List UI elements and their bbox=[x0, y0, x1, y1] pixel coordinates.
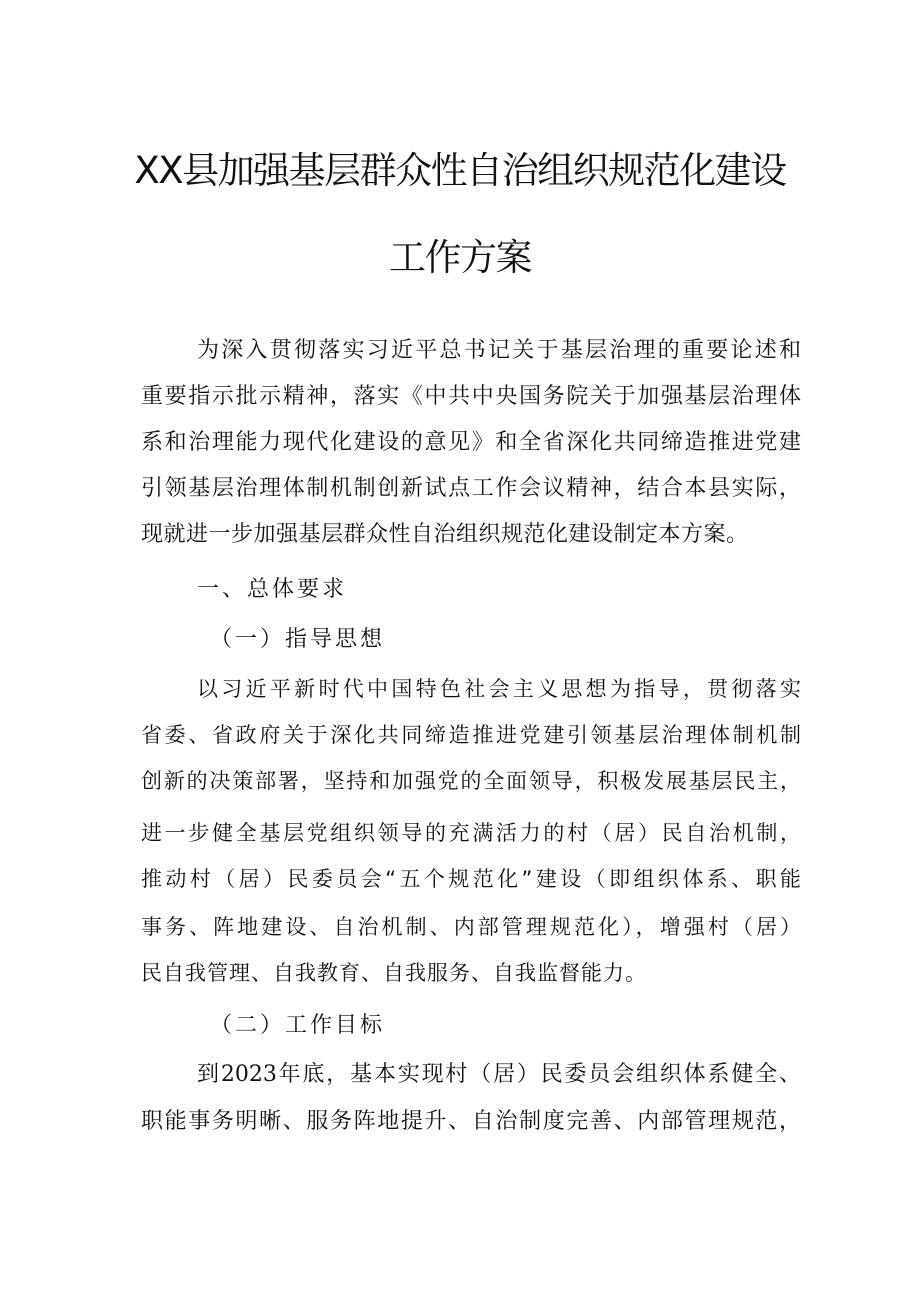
intro-paragraph-line: 引领基层治理体制机制创新试点工作会议精神，结合本县实际， bbox=[141, 476, 801, 501]
guiding-thought-line: 省委、省政府关于深化共同缔造推进党建引领基层治理体制机制 bbox=[141, 723, 801, 747]
document-title-line-2: 工作方案 bbox=[389, 236, 531, 279]
guiding-thought-line: 以习近平新时代中国特色社会主义思想为指导，贯彻落实 bbox=[197, 677, 801, 701]
intro-paragraph-line: 现就进一步加强基层群众性自治组织规范化建设制定本方案。 bbox=[141, 522, 749, 547]
intro-paragraph-line: 系和治理能力现代化建设的意见》和全省深化共同缔造推进党建 bbox=[141, 430, 801, 455]
guiding-thought-line: 进一步健全基层党组织领导的充满活力的村（居）民自治机制， bbox=[141, 821, 801, 845]
guiding-thought-line: 创新的决策部署，坚持和加强党的全面领导，积极发展基层民主， bbox=[141, 769, 801, 793]
document-title-line-1: XX县加强基层群众性自治组织规范化建设 bbox=[134, 149, 786, 192]
guiding-thought-line: 推动村（居）民委员会“五个规范化”建设（即组织体系、职能 bbox=[141, 867, 801, 891]
work-goal-line: 职能事务明晰、服务阵地提升、自治制度完善、内部管理规范， bbox=[141, 1109, 801, 1134]
section-heading: 一、总体要求 bbox=[197, 577, 348, 602]
subsection-heading: （一）指导思想 bbox=[210, 627, 386, 652]
work-goal-line: 到2023年底，基本实现村（居）民委员会组织体系健全、 bbox=[197, 1062, 801, 1087]
intro-paragraph-line: 重要指示批示精神，落实《中共中央国务院关于加强基层治理体 bbox=[141, 384, 801, 409]
guiding-thought-line: 事务、阵地建设、自治机制、内部管理规范化），增强村（居） bbox=[141, 915, 801, 939]
intro-paragraph-line: 为深入贯彻落实习近平总书记关于基层治理的重要论述和 bbox=[197, 338, 801, 363]
guiding-thought-line: 民自我管理、自我教育、自我服务、自我监督能力。 bbox=[141, 961, 647, 985]
subsection-heading: （二）工作目标 bbox=[210, 1013, 386, 1038]
